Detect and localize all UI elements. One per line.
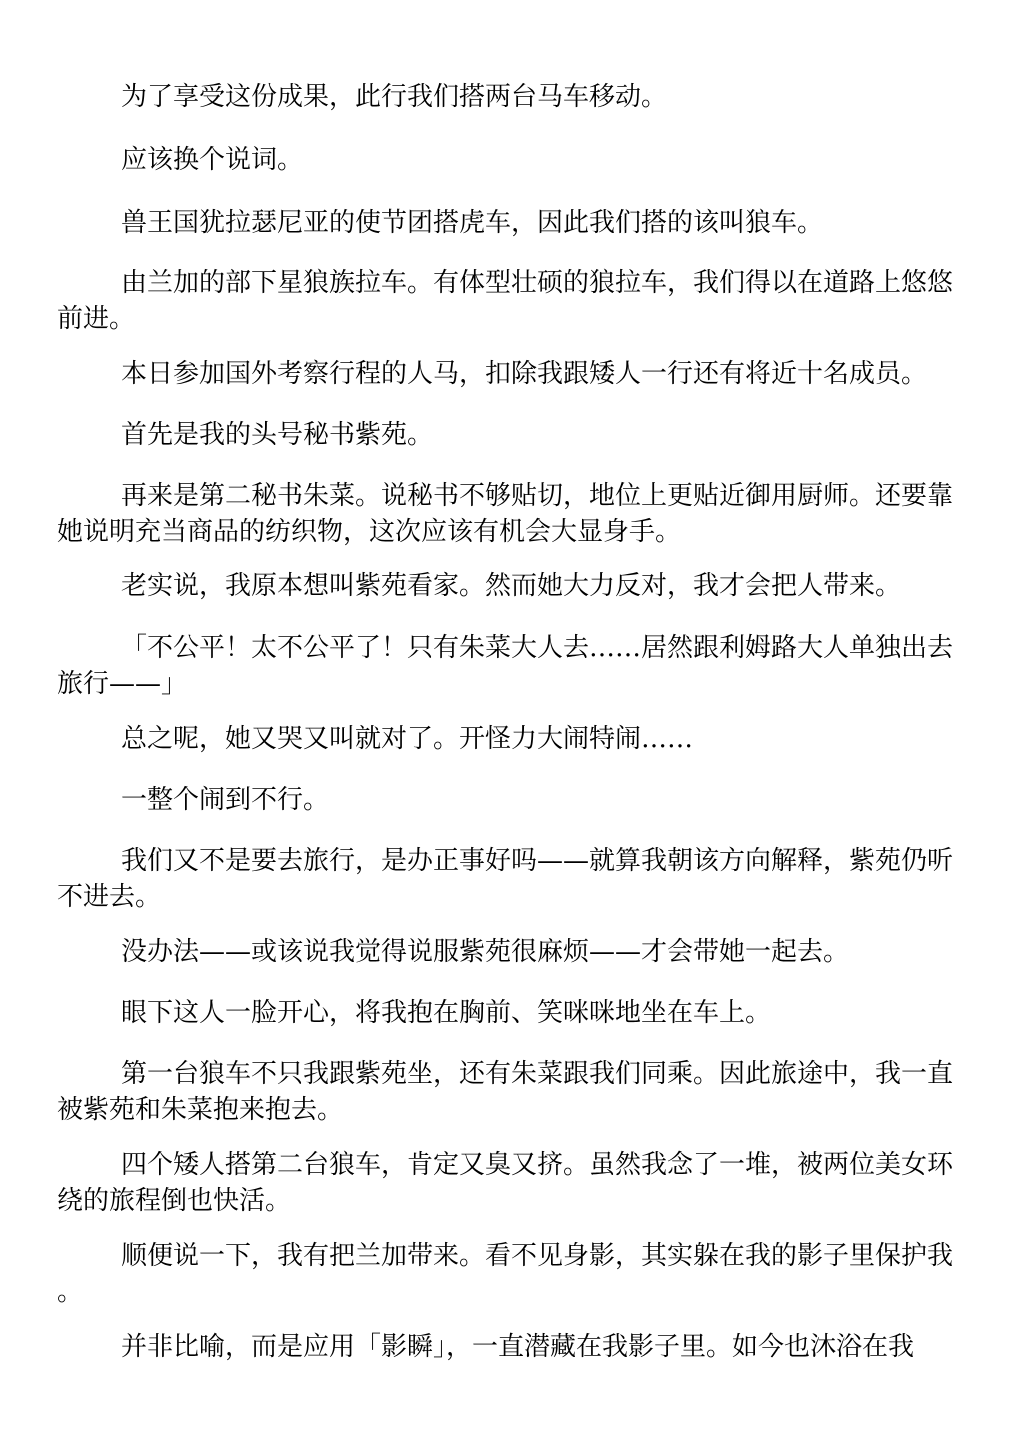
paragraph-16: 四个矮人搭第二台狼车，肯定又臭又挤。虽然我念了一堆，被两位美女环绕的旅程倒也快活。	[57, 1150, 954, 1216]
paragraph-7: 再来是第二秘书朱菜。说秘书不够贴切，地位上更贴近御用厨师。还要靠她说明充当商品的纺织物，这次应该有机会大显身手。	[57, 481, 954, 547]
paragraph-18: 并非比喻，而是应用「影瞬」，一直潜藏在我影子里。如今也沐浴在我	[121, 1332, 915, 1362]
paragraph-1: 为了享受这份成果，此行我们搭两台马车移动。	[121, 82, 668, 112]
paragraph-13: 没办法——或该说我觉得说服紫苑很麻烦——才会带她一起去。	[121, 937, 850, 967]
paragraph-10: 总之呢，她又哭又叫就对了。开怪力大闹特闹……	[121, 724, 694, 754]
document-page	[57, 0, 957, 1437]
paragraph-4: 由兰加的部下星狼族拉车。有体型壮硕的狼拉车，我们得以在道路上悠悠前进。	[57, 268, 954, 334]
paragraph-12: 我们又不是要去旅行，是办正事好吗——就算我朝该方向解释，紫苑仍听不进去。	[57, 846, 954, 912]
paragraph-8: 老实说，我原本想叫紫苑看家。然而她大力反对，我才会把人带来。	[121, 571, 902, 601]
paragraph-2: 应该换个说词。	[121, 145, 304, 175]
paragraph-5: 本日参加国外考察行程的人马，扣除我跟矮人一行还有将近十名成员。	[121, 359, 928, 389]
paragraph-14: 眼下这人一脸开心，将我抱在胸前、笑咪咪地坐在车上。	[121, 998, 772, 1028]
paragraph-6: 首先是我的头号秘书紫苑。	[121, 420, 434, 450]
paragraph-15: 第一台狼车不只我跟紫苑坐，还有朱菜跟我们同乘。因此旅途中，我一直被紫苑和朱菜抱来抱去。	[57, 1059, 954, 1125]
paragraph-3: 兽王国犹拉瑟尼亚的使节团搭虎车，因此我们搭的该叫狼车。	[121, 208, 824, 238]
paragraph-11: 一整个闹到不行。	[121, 785, 330, 815]
paragraph-9: 「不公平！太不公平了！只有朱菜大人去……居然跟利姆路大人单独出去旅行——」	[57, 633, 954, 699]
paragraph-17: 顺便说一下，我有把兰加带来。看不见身影，其实躲在我的影子里保护我。	[57, 1241, 954, 1307]
